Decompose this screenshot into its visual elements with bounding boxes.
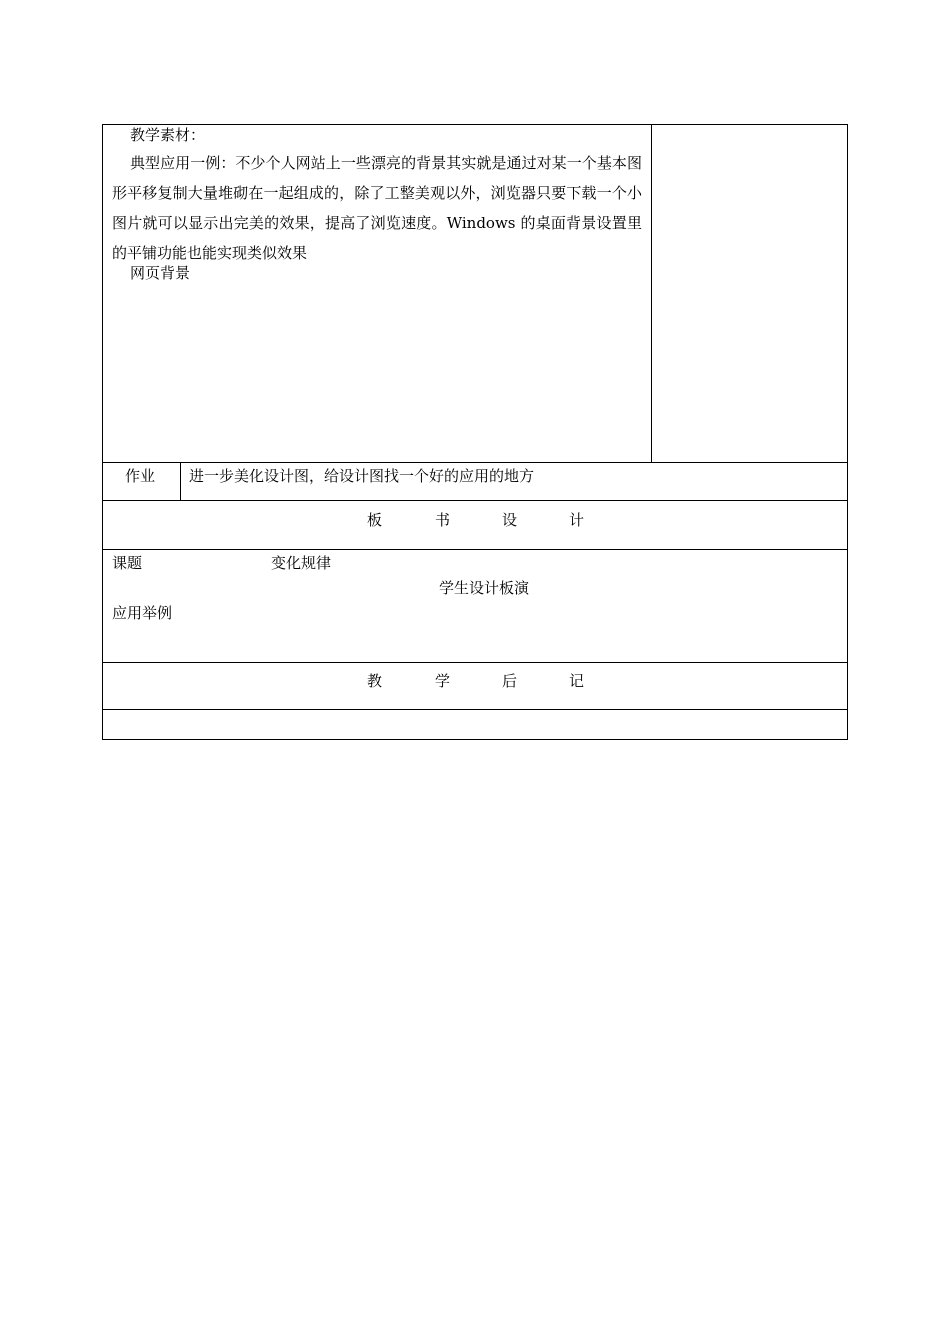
board-student-demo: 学生设计板演 (439, 579, 530, 597)
row-divider-materials (102, 462, 848, 463)
board-topic-label: 课题 (112, 554, 143, 572)
row-divider-homework (102, 500, 848, 501)
board-design-title-char-1: 板 (367, 511, 383, 529)
row-divider-postscript-title (102, 709, 848, 710)
homework-label: 作业 (125, 467, 156, 485)
postscript-title-char-3: 后 (502, 672, 518, 690)
row-divider-board-title (102, 549, 848, 550)
row-divider-board-content (102, 662, 848, 663)
materials-paragraph: 典型应用一例：不少个人网站上一些漂亮的背景其实就是通过对某一个基本图形平移复制大量堆砌在一起组成的，除了工整美观以外，浏览器只要下载一个小图片就可以显示出完美的效果，提高了浏览速度。Windows 的桌面背景设置里的平铺功能也能实现类似效果 (112, 154, 642, 262)
board-design-title-char-3: 设 (502, 511, 518, 529)
postscript-title-char-4: 记 (569, 672, 585, 690)
board-design-title-char-2: 书 (435, 511, 451, 529)
postscript-title-char-2: 学 (435, 672, 451, 690)
homework-content: 进一步美化设计图，给设计图找一个好的应用的地方 (189, 467, 535, 485)
board-design-title-char-4: 计 (569, 511, 585, 529)
materials-heading: 教学素材： (130, 126, 206, 144)
materials-right-column-divider (651, 124, 652, 463)
board-application-example: 应用举例 (112, 604, 173, 622)
homework-label-divider (180, 462, 181, 500)
postscript-title-char-1: 教 (367, 672, 383, 690)
board-change-rule: 变化规律 (271, 554, 332, 572)
materials-subheading: 网页背景 (130, 264, 191, 282)
